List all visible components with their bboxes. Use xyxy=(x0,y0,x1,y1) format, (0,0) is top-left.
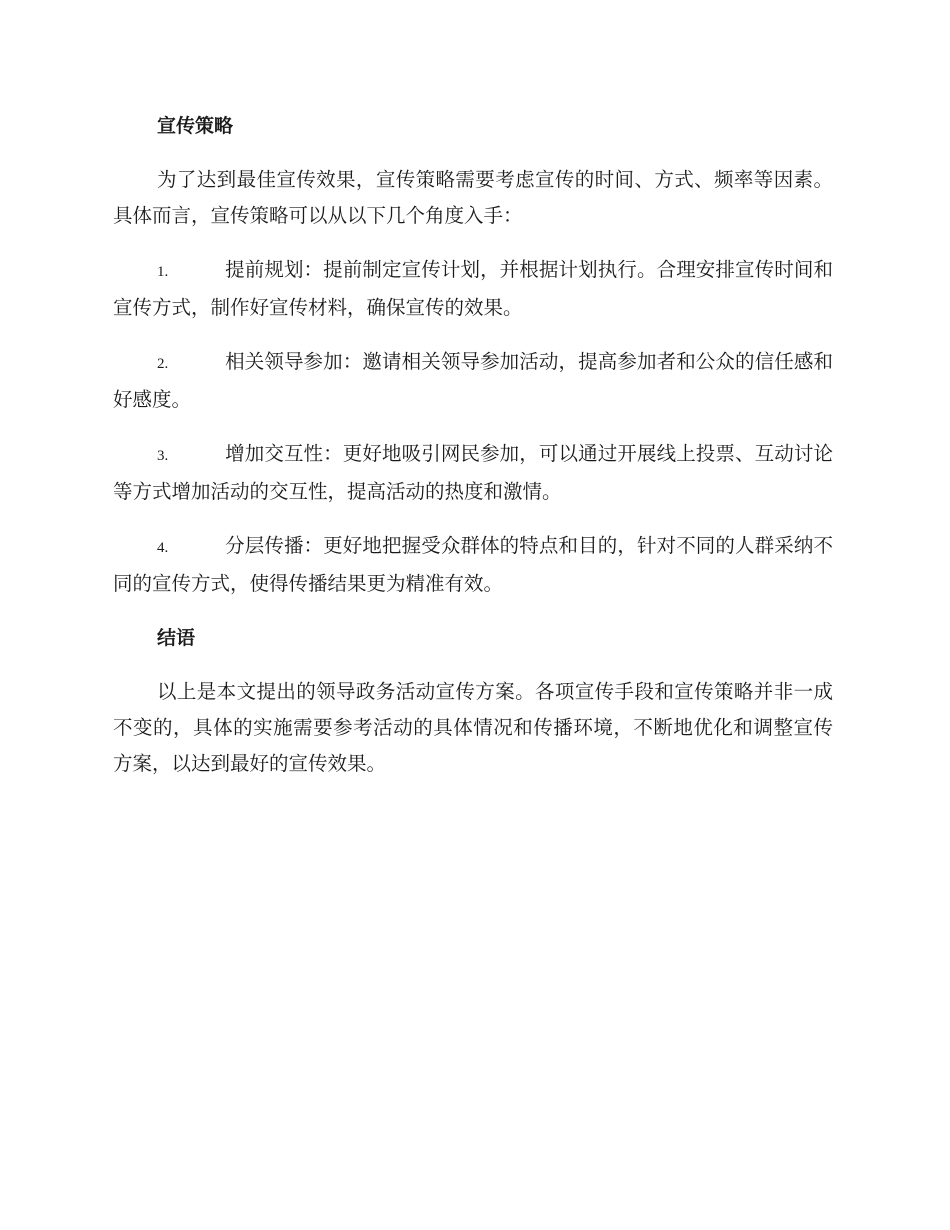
strategy-intro-paragraph: 为了达到最佳宣传效果，宣传策略需要考虑宣传的时间、方式、频率等因素。具体而言，宣传策略可以从以下几个角度入手： xyxy=(113,168,833,227)
list-item-text: 增加交互性：更好地吸引网民参加，可以通过开展线上投票、互动讨论等方式增加活动的交互性，提高活动的热度和激情。 xyxy=(113,442,833,503)
list-number: 3. xyxy=(157,448,169,464)
document-page xyxy=(113,108,833,800)
list-item xyxy=(113,344,833,418)
list-item xyxy=(113,528,833,602)
list-number: 1. xyxy=(157,264,169,280)
list-item-text: 分层传播：更好地把握受众群体的特点和目的，针对不同的人群采纳不同的宣传方式，使得传播结果更为精准有效。 xyxy=(113,534,833,595)
section-heading-conclusion: 结语 xyxy=(157,627,196,649)
list-item-text: 相关领导参加：邀请相关领导参加活动，提高参加者和公众的信任感和好感度。 xyxy=(113,350,833,411)
list-number: 2. xyxy=(157,356,169,372)
list-item-text: 提前规划：提前制定宣传计划，并根据计划执行。合理安排宣传时间和宣传方式，制作好宣传材料，确保宣传的效果。 xyxy=(113,258,833,319)
section-heading-strategy: 宣传策略 xyxy=(157,115,234,137)
list-number: 4. xyxy=(157,540,169,556)
conclusion-paragraph: 以上是本文提出的领导政务活动宣传方案。各项宣传手段和宣传策略并非一成不变的，具体的实施需要参考活动的具体情况和传播环境，不断地优化和调整宣传方案，以达到最好的宣传效果。 xyxy=(113,680,833,775)
list-item xyxy=(113,252,833,326)
list-item xyxy=(113,436,833,510)
